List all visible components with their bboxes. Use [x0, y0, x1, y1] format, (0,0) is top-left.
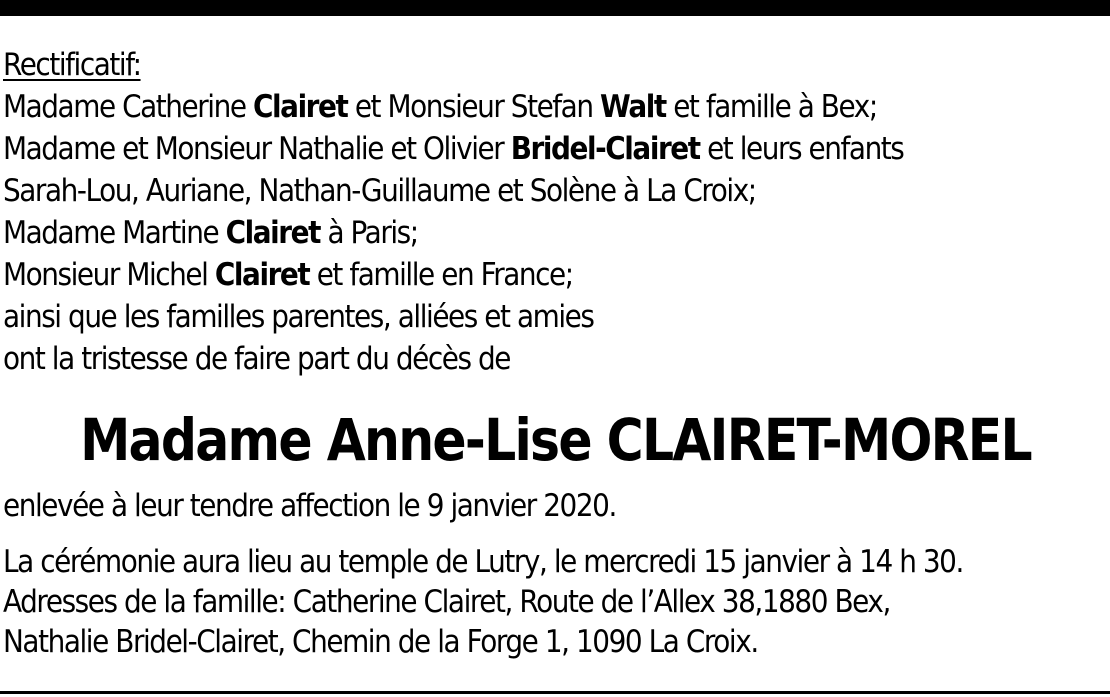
family-text: ainsi que les familles parentes, alliées et amies	[3, 299, 594, 335]
ceremony-line: La cérémonie aura lieu au temple de Lutry, le mercredi 15 janvier à 14 h 30.	[3, 544, 963, 580]
family-surname: Bridel-Clairet	[510, 131, 700, 167]
family-text: Madame Martine	[3, 215, 226, 251]
family-line	[3, 170, 998, 212]
family-text: Sarah-Lou, Auriane, Nathan-Guillaume et Solène à La Croix;	[3, 173, 756, 209]
family-text: et Monsieur Stefan	[347, 89, 601, 125]
deceased-name: Madame Anne-Lise CLAIRET-MOREL	[80, 406, 1031, 474]
obituary-notice	[3, 44, 1108, 662]
family-text: Madame et Monsieur Nathalie et Olivier	[3, 131, 511, 167]
family-surname: Clairet	[214, 257, 310, 293]
family-text: à Paris;	[320, 215, 418, 251]
family-text: et famille en France;	[309, 257, 573, 293]
family-text: Madame Catherine	[3, 89, 254, 125]
family-text: et famille à Bex;	[665, 89, 877, 125]
family-line	[3, 212, 998, 254]
family-announcement	[3, 86, 1108, 380]
family-text: et leurs enfants	[699, 131, 904, 167]
family-line	[3, 128, 998, 170]
family-surname: Walt	[600, 89, 666, 125]
family-line	[3, 254, 998, 296]
details-block	[3, 486, 1108, 662]
address-line: Nathalie Bridel-Clairet, Chemin de la Forge 1, 1090 La Croix.	[3, 624, 758, 660]
family-surname: Clairet	[253, 89, 348, 125]
family-text: ont la tristesse de faire part du décès de	[3, 341, 511, 377]
rectification-heading: Rectificatif:	[3, 47, 141, 83]
family-line	[3, 338, 998, 380]
family-text: Monsieur Michel	[3, 257, 215, 293]
top-border-bar	[0, 0, 1110, 16]
paragraph-gap	[3, 526, 1108, 542]
address-line: Adresses de la famille: Catherine Clairet, Route de l’Allex 38,1880 Bex,	[3, 584, 890, 620]
family-line	[3, 86, 998, 128]
family-surname: Clairet	[225, 215, 321, 251]
family-line	[3, 296, 998, 338]
bottom-border-rule	[0, 691, 1110, 694]
passing-date-line: enlevée à leur tendre affection le 9 janvier 2020.	[3, 488, 616, 524]
